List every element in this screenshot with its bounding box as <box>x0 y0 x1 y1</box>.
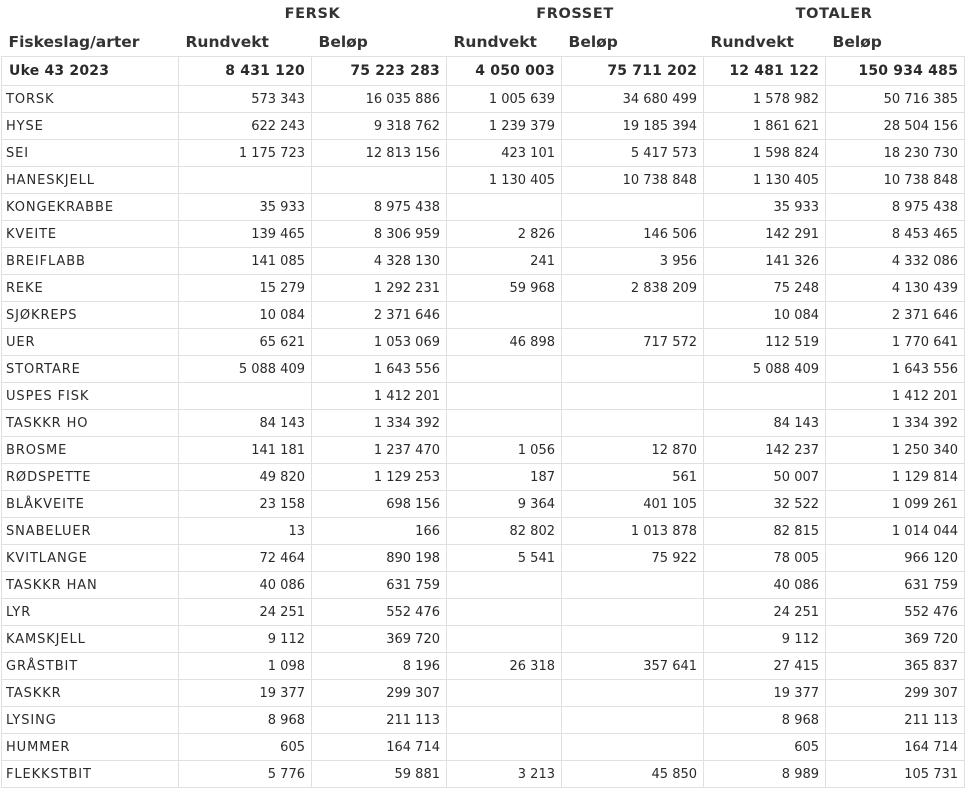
cell-totaler-belop: 164 714 <box>826 734 965 761</box>
cell-totaler-rundvekt: 1 578 982 <box>704 86 826 113</box>
cell-totaler-rundvekt: 19 377 <box>704 680 826 707</box>
group-header-empty <box>2 0 179 27</box>
column-header-species: Fiskeslag/arter <box>2 27 179 57</box>
group-header-totaler: TOTALER <box>704 0 965 27</box>
cell-fersk-belop: 211 113 <box>312 707 447 734</box>
total-fersk-belop: 75 223 283 <box>312 57 447 86</box>
cell-totaler-belop: 1 412 201 <box>826 383 965 410</box>
table-row <box>2 194 965 221</box>
cell-fersk-belop: 299 307 <box>312 680 447 707</box>
cell-fersk-rundvekt: 24 251 <box>179 599 312 626</box>
cell-totaler-belop: 4 130 439 <box>826 275 965 302</box>
cell-totaler-rundvekt: 1 130 405 <box>704 167 826 194</box>
cell-totaler-rundvekt: 8 968 <box>704 707 826 734</box>
cell-frosset-belop <box>562 680 704 707</box>
cell-fersk-rundvekt: 573 343 <box>179 86 312 113</box>
cell-species-name: REKE <box>2 275 179 302</box>
cell-totaler-rundvekt: 9 112 <box>704 626 826 653</box>
cell-frosset-rundvekt: 59 968 <box>447 275 562 302</box>
table-row <box>2 167 965 194</box>
cell-totaler-belop: 28 504 156 <box>826 113 965 140</box>
cell-fersk-rundvekt: 5 088 409 <box>179 356 312 383</box>
cell-totaler-rundvekt <box>704 383 826 410</box>
cell-fersk-belop: 698 156 <box>312 491 447 518</box>
cell-frosset-belop <box>562 734 704 761</box>
cell-totaler-belop: 369 720 <box>826 626 965 653</box>
table-row <box>2 680 965 707</box>
cell-fersk-belop: 1 237 470 <box>312 437 447 464</box>
cell-frosset-belop <box>562 626 704 653</box>
cell-totaler-rundvekt: 24 251 <box>704 599 826 626</box>
cell-totaler-belop: 18 230 730 <box>826 140 965 167</box>
cell-frosset-rundvekt <box>447 680 562 707</box>
cell-fersk-belop: 552 476 <box>312 599 447 626</box>
cell-totaler-rundvekt: 75 248 <box>704 275 826 302</box>
cell-frosset-rundvekt: 3 213 <box>447 761 562 788</box>
total-fersk-rundvekt: 8 431 120 <box>179 57 312 86</box>
cell-totaler-belop: 1 014 044 <box>826 518 965 545</box>
cell-frosset-rundvekt: 241 <box>447 248 562 275</box>
cell-frosset-belop: 5 417 573 <box>562 140 704 167</box>
column-header-frosset-belop: Beløp <box>562 27 704 57</box>
cell-totaler-rundvekt: 27 415 <box>704 653 826 680</box>
table-row <box>2 707 965 734</box>
cell-fersk-rundvekt: 622 243 <box>179 113 312 140</box>
cell-totaler-belop: 966 120 <box>826 545 965 572</box>
cell-fersk-rundvekt: 139 465 <box>179 221 312 248</box>
table-row <box>2 221 965 248</box>
cell-species-name: GRÅSTBIT <box>2 653 179 680</box>
cell-frosset-belop: 3 956 <box>562 248 704 275</box>
cell-totaler-belop: 4 332 086 <box>826 248 965 275</box>
cell-frosset-belop: 12 870 <box>562 437 704 464</box>
cell-totaler-rundvekt: 35 933 <box>704 194 826 221</box>
cell-frosset-belop <box>562 707 704 734</box>
cell-fersk-belop: 59 881 <box>312 761 447 788</box>
cell-species-name: TASKKR HAN <box>2 572 179 599</box>
cell-totaler-belop: 8 975 438 <box>826 194 965 221</box>
cell-frosset-belop <box>562 572 704 599</box>
cell-frosset-rundvekt <box>447 302 562 329</box>
cell-species-name: BLÅKVEITE <box>2 491 179 518</box>
cell-fersk-rundvekt: 5 776 <box>179 761 312 788</box>
table-row <box>2 410 965 437</box>
cell-frosset-belop: 75 922 <box>562 545 704 572</box>
cell-fersk-rundvekt: 1 175 723 <box>179 140 312 167</box>
cell-frosset-rundvekt: 5 541 <box>447 545 562 572</box>
cell-totaler-belop: 1 099 261 <box>826 491 965 518</box>
cell-frosset-rundvekt: 26 318 <box>447 653 562 680</box>
cell-species-name: TORSK <box>2 86 179 113</box>
cell-frosset-rundvekt: 82 802 <box>447 518 562 545</box>
cell-fersk-belop: 1 129 253 <box>312 464 447 491</box>
cell-fersk-belop: 8 306 959 <box>312 221 447 248</box>
cell-species-name: RØDSPETTE <box>2 464 179 491</box>
cell-totaler-belop: 1 770 641 <box>826 329 965 356</box>
cell-species-name: UER <box>2 329 179 356</box>
fish-catch-table <box>1 0 965 788</box>
cell-species-name: BROSME <box>2 437 179 464</box>
total-frosset-rundvekt: 4 050 003 <box>447 57 562 86</box>
cell-totaler-rundvekt: 142 237 <box>704 437 826 464</box>
cell-totaler-belop: 299 307 <box>826 680 965 707</box>
total-frosset-belop: 75 711 202 <box>562 57 704 86</box>
cell-totaler-belop: 211 113 <box>826 707 965 734</box>
table-row <box>2 356 965 383</box>
cell-frosset-rundvekt: 1 239 379 <box>447 113 562 140</box>
cell-totaler-rundvekt: 112 519 <box>704 329 826 356</box>
cell-frosset-rundvekt <box>447 626 562 653</box>
column-header-fersk-rundvekt: Rundvekt <box>179 27 312 57</box>
cell-frosset-belop: 45 850 <box>562 761 704 788</box>
table-row <box>2 437 965 464</box>
cell-species-name: SJØKREPS <box>2 302 179 329</box>
cell-totaler-rundvekt: 84 143 <box>704 410 826 437</box>
cell-frosset-belop: 357 641 <box>562 653 704 680</box>
cell-totaler-rundvekt: 5 088 409 <box>704 356 826 383</box>
cell-totaler-belop: 1 643 556 <box>826 356 965 383</box>
table-row <box>2 140 965 167</box>
group-header-frosset: FROSSET <box>447 0 704 27</box>
table-row <box>2 302 965 329</box>
table-row <box>2 599 965 626</box>
cell-frosset-rundvekt: 1 130 405 <box>447 167 562 194</box>
cell-frosset-belop <box>562 194 704 221</box>
cell-fersk-belop: 8 975 438 <box>312 194 447 221</box>
table-row <box>2 113 965 140</box>
cell-species-name: FLEKKSTBIT <box>2 761 179 788</box>
table-row <box>2 275 965 302</box>
cell-frosset-belop <box>562 356 704 383</box>
cell-fersk-belop: 631 759 <box>312 572 447 599</box>
cell-fersk-rundvekt: 141 085 <box>179 248 312 275</box>
cell-fersk-rundvekt: 605 <box>179 734 312 761</box>
column-header-fersk-belop: Beløp <box>312 27 447 57</box>
column-header-row <box>2 27 965 57</box>
cell-frosset-belop: 717 572 <box>562 329 704 356</box>
cell-species-name: HUMMER <box>2 734 179 761</box>
cell-fersk-belop: 166 <box>312 518 447 545</box>
group-header-row <box>2 0 965 27</box>
total-row <box>2 57 965 86</box>
cell-totaler-belop: 8 453 465 <box>826 221 965 248</box>
cell-fersk-belop: 1 334 392 <box>312 410 447 437</box>
cell-frosset-belop: 34 680 499 <box>562 86 704 113</box>
column-header-totaler-rundvekt: Rundvekt <box>704 27 826 57</box>
cell-frosset-belop: 2 838 209 <box>562 275 704 302</box>
cell-fersk-belop: 1 292 231 <box>312 275 447 302</box>
cell-frosset-rundvekt <box>447 194 562 221</box>
cell-totaler-rundvekt: 142 291 <box>704 221 826 248</box>
cell-frosset-belop: 561 <box>562 464 704 491</box>
cell-species-name: KAMSKJELL <box>2 626 179 653</box>
cell-totaler-belop: 552 476 <box>826 599 965 626</box>
cell-totaler-rundvekt: 8 989 <box>704 761 826 788</box>
table-row <box>2 626 965 653</box>
cell-fersk-belop: 9 318 762 <box>312 113 447 140</box>
cell-frosset-rundvekt <box>447 383 562 410</box>
table-row <box>2 491 965 518</box>
cell-species-name: SNABELUER <box>2 518 179 545</box>
cell-frosset-rundvekt: 9 364 <box>447 491 562 518</box>
cell-fersk-belop: 2 371 646 <box>312 302 447 329</box>
table-row <box>2 464 965 491</box>
cell-fersk-rundvekt: 8 968 <box>179 707 312 734</box>
cell-fersk-rundvekt: 10 084 <box>179 302 312 329</box>
cell-frosset-belop: 10 738 848 <box>562 167 704 194</box>
cell-frosset-rundvekt: 2 826 <box>447 221 562 248</box>
cell-frosset-rundvekt <box>447 410 562 437</box>
table-row <box>2 383 965 410</box>
table-row <box>2 86 965 113</box>
cell-frosset-rundvekt <box>447 572 562 599</box>
cell-frosset-belop <box>562 302 704 329</box>
cell-totaler-rundvekt: 1 598 824 <box>704 140 826 167</box>
cell-fersk-rundvekt: 72 464 <box>179 545 312 572</box>
table-row <box>2 329 965 356</box>
cell-species-name: HYSE <box>2 113 179 140</box>
cell-totaler-rundvekt: 82 815 <box>704 518 826 545</box>
cell-frosset-rundvekt <box>447 599 562 626</box>
cell-frosset-rundvekt <box>447 734 562 761</box>
cell-totaler-belop: 1 334 392 <box>826 410 965 437</box>
cell-fersk-rundvekt <box>179 167 312 194</box>
cell-frosset-belop <box>562 383 704 410</box>
cell-frosset-rundvekt: 187 <box>447 464 562 491</box>
cell-frosset-belop: 19 185 394 <box>562 113 704 140</box>
cell-frosset-belop <box>562 410 704 437</box>
cell-species-name: HANESKJELL <box>2 167 179 194</box>
cell-fersk-belop: 8 196 <box>312 653 447 680</box>
cell-totaler-rundvekt: 10 084 <box>704 302 826 329</box>
cell-frosset-rundvekt: 46 898 <box>447 329 562 356</box>
cell-species-name: STORTARE <box>2 356 179 383</box>
cell-totaler-rundvekt: 50 007 <box>704 464 826 491</box>
cell-fersk-belop: 369 720 <box>312 626 447 653</box>
cell-species-name: SEI <box>2 140 179 167</box>
cell-frosset-rundvekt <box>447 707 562 734</box>
total-label: Uke 43 2023 <box>2 57 179 86</box>
cell-totaler-belop: 50 716 385 <box>826 86 965 113</box>
column-header-frosset-rundvekt: Rundvekt <box>447 27 562 57</box>
cell-species-name: TASKKR HO <box>2 410 179 437</box>
cell-totaler-belop: 631 759 <box>826 572 965 599</box>
cell-fersk-rundvekt: 141 181 <box>179 437 312 464</box>
cell-totaler-belop: 365 837 <box>826 653 965 680</box>
table-row <box>2 248 965 275</box>
cell-fersk-rundvekt: 13 <box>179 518 312 545</box>
cell-totaler-rundvekt: 32 522 <box>704 491 826 518</box>
cell-totaler-belop: 105 731 <box>826 761 965 788</box>
cell-frosset-belop: 146 506 <box>562 221 704 248</box>
cell-totaler-rundvekt: 40 086 <box>704 572 826 599</box>
cell-fersk-rundvekt <box>179 383 312 410</box>
cell-fersk-rundvekt: 15 279 <box>179 275 312 302</box>
cell-frosset-rundvekt: 423 101 <box>447 140 562 167</box>
cell-fersk-belop: 1 643 556 <box>312 356 447 383</box>
cell-fersk-belop <box>312 167 447 194</box>
cell-fersk-belop: 12 813 156 <box>312 140 447 167</box>
cell-fersk-rundvekt: 35 933 <box>179 194 312 221</box>
cell-species-name: KONGEKRABBE <box>2 194 179 221</box>
cell-fersk-rundvekt: 65 621 <box>179 329 312 356</box>
cell-species-name: LYR <box>2 599 179 626</box>
cell-totaler-rundvekt: 605 <box>704 734 826 761</box>
cell-frosset-rundvekt: 1 005 639 <box>447 86 562 113</box>
cell-frosset-belop: 1 013 878 <box>562 518 704 545</box>
cell-species-name: KVEITE <box>2 221 179 248</box>
cell-fersk-belop: 1 053 069 <box>312 329 447 356</box>
cell-species-name: LYSING <box>2 707 179 734</box>
total-totaler-rundvekt: 12 481 122 <box>704 57 826 86</box>
cell-fersk-rundvekt: 23 158 <box>179 491 312 518</box>
cell-species-name: TASKKR <box>2 680 179 707</box>
group-header-fersk: FERSK <box>179 0 447 27</box>
cell-fersk-belop: 890 198 <box>312 545 447 572</box>
cell-fersk-belop: 164 714 <box>312 734 447 761</box>
cell-totaler-belop: 1 129 814 <box>826 464 965 491</box>
column-header-totaler-belop: Beløp <box>826 27 965 57</box>
cell-fersk-belop: 16 035 886 <box>312 86 447 113</box>
cell-species-name: KVITLANGE <box>2 545 179 572</box>
cell-totaler-rundvekt: 141 326 <box>704 248 826 275</box>
table-row <box>2 653 965 680</box>
table-row <box>2 734 965 761</box>
cell-fersk-rundvekt: 9 112 <box>179 626 312 653</box>
table-row <box>2 572 965 599</box>
total-totaler-belop: 150 934 485 <box>826 57 965 86</box>
cell-fersk-rundvekt: 84 143 <box>179 410 312 437</box>
cell-fersk-rundvekt: 40 086 <box>179 572 312 599</box>
table-row <box>2 518 965 545</box>
cell-totaler-rundvekt: 78 005 <box>704 545 826 572</box>
cell-species-name: USPES FISK <box>2 383 179 410</box>
cell-totaler-rundvekt: 1 861 621 <box>704 113 826 140</box>
cell-fersk-belop: 1 412 201 <box>312 383 447 410</box>
table-row <box>2 545 965 572</box>
cell-frosset-rundvekt <box>447 356 562 383</box>
table-body <box>2 57 965 788</box>
cell-fersk-belop: 4 328 130 <box>312 248 447 275</box>
cell-totaler-belop: 2 371 646 <box>826 302 965 329</box>
cell-fersk-rundvekt: 49 820 <box>179 464 312 491</box>
cell-totaler-belop: 10 738 848 <box>826 167 965 194</box>
cell-totaler-belop: 1 250 340 <box>826 437 965 464</box>
cell-frosset-rundvekt: 1 056 <box>447 437 562 464</box>
cell-species-name: BREIFLABB <box>2 248 179 275</box>
cell-fersk-rundvekt: 19 377 <box>179 680 312 707</box>
cell-frosset-belop: 401 105 <box>562 491 704 518</box>
table-row <box>2 761 965 788</box>
cell-fersk-rundvekt: 1 098 <box>179 653 312 680</box>
cell-frosset-belop <box>562 599 704 626</box>
